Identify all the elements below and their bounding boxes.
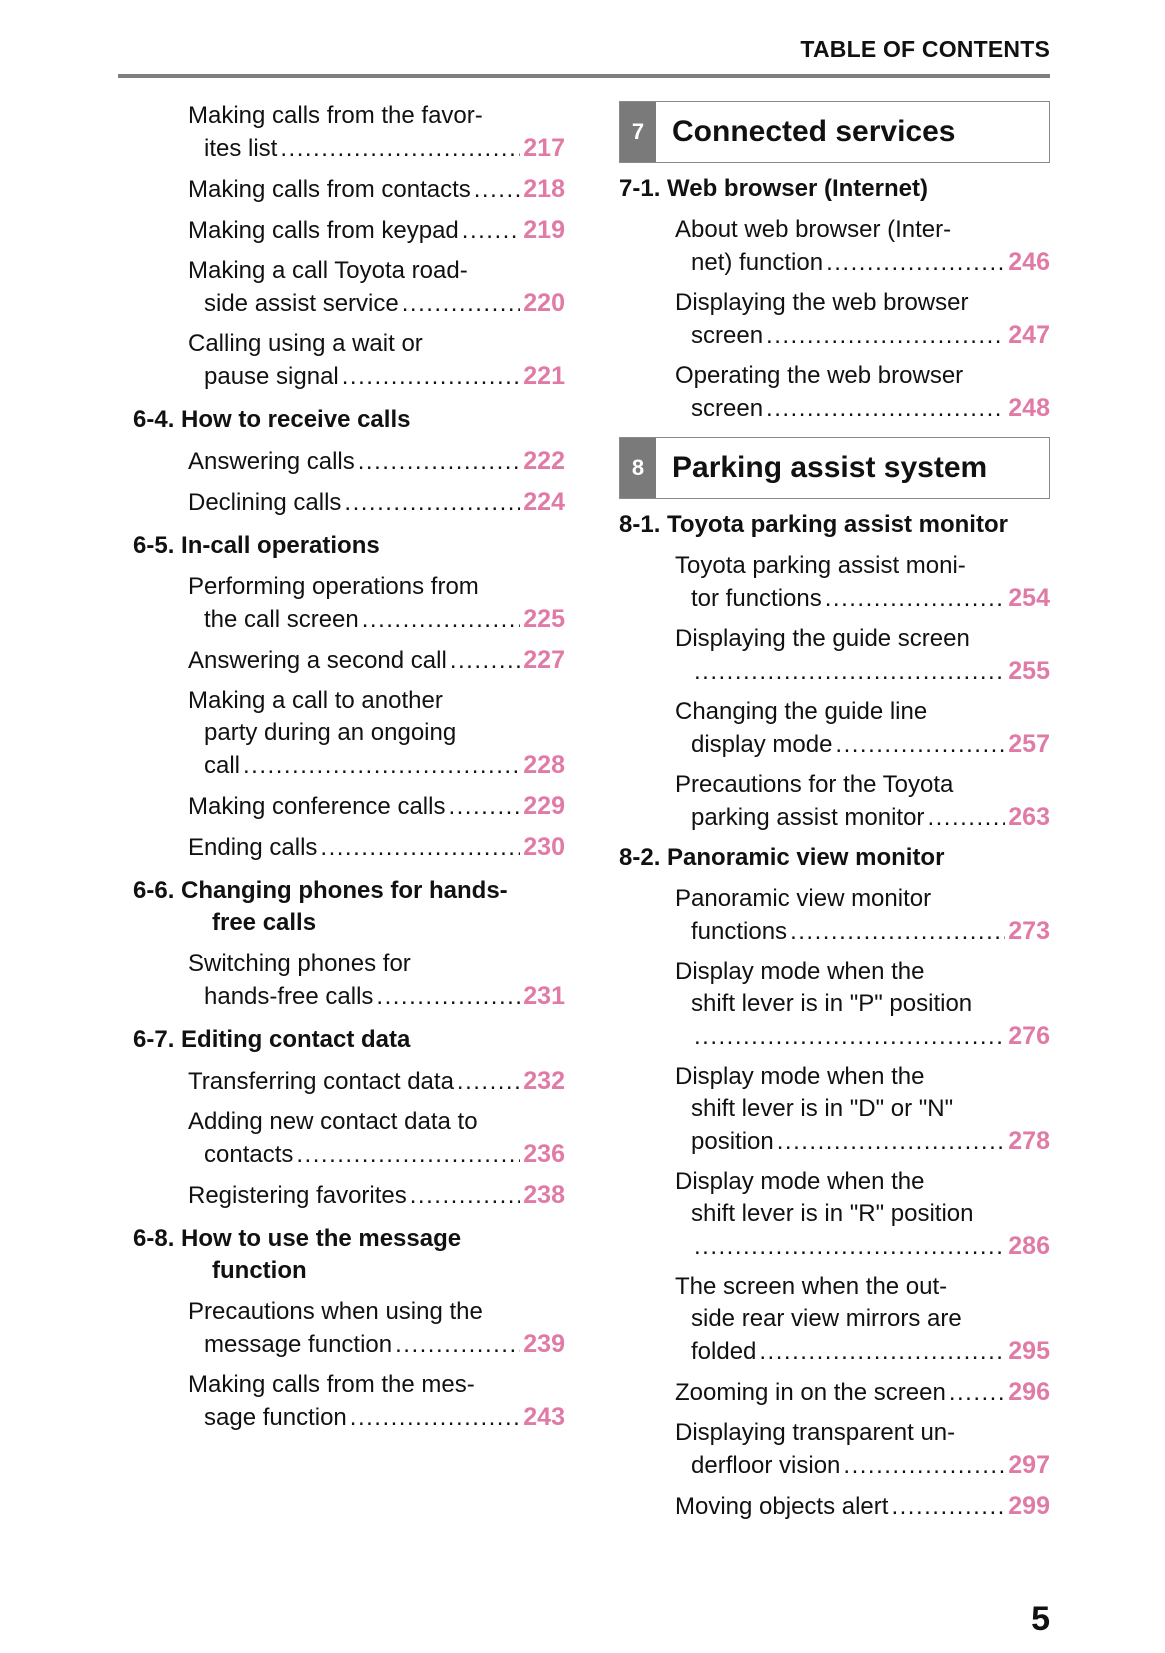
toc-entry[interactable]	[619, 214, 1050, 279]
toc-entry[interactable]	[619, 623, 1050, 688]
header-rule	[118, 74, 1050, 78]
dot-leader	[402, 288, 521, 320]
section-heading[interactable]	[619, 842, 1050, 874]
dot-leader	[694, 1021, 1005, 1053]
toc-entry-line	[188, 685, 565, 717]
toc-entry-text: screen	[691, 395, 764, 422]
toc-entry[interactable]	[619, 883, 1050, 948]
dot-leader	[766, 393, 1005, 425]
toc-entry-line	[188, 1328, 565, 1361]
toc-entry[interactable]	[133, 255, 565, 320]
dot-leader	[927, 802, 1005, 834]
section-heading[interactable]	[619, 173, 1050, 205]
dot-leader	[395, 1329, 520, 1361]
toc-entry-line	[188, 717, 565, 749]
toc-entry-line	[188, 1296, 565, 1328]
toc-entry-text: Answering calls	[188, 448, 355, 475]
toc-entry-line	[188, 287, 565, 320]
toc-entry-line	[188, 1106, 565, 1138]
dot-leader	[826, 247, 1005, 279]
dot-leader	[835, 729, 1005, 761]
toc-entry[interactable]	[619, 1271, 1050, 1368]
dot-leader	[891, 1491, 1005, 1523]
page-reference[interactable]: 222	[523, 447, 565, 475]
toc-entry-text: Precautions for the Toyota	[675, 771, 954, 798]
toc-entry-line	[675, 623, 1050, 655]
toc-entry-line	[675, 1376, 1050, 1409]
page-reference[interactable]: 239	[523, 1330, 565, 1358]
toc-entry-line	[675, 769, 1050, 801]
toc-entry[interactable]	[619, 696, 1050, 761]
dot-leader	[474, 174, 521, 206]
toc-entry-text: parking assist monitor	[691, 804, 925, 831]
chapter-header	[619, 101, 1050, 163]
left-column	[133, 100, 565, 1442]
toc-entry-line	[675, 392, 1050, 425]
toc-entry[interactable]	[619, 1376, 1050, 1409]
toc-entry-text: display mode	[691, 731, 833, 758]
toc-entry-line	[675, 1490, 1050, 1523]
toc-entry-line	[188, 1401, 565, 1434]
page-reference[interactable]: 228	[523, 751, 565, 779]
toc-entry[interactable]	[133, 328, 565, 393]
toc-entry-text: folded	[691, 1338, 757, 1365]
toc-entry-text: Displaying the guide screen	[675, 625, 970, 652]
toc-entry-line	[675, 1093, 1050, 1125]
page-reference[interactable]: 243	[523, 1403, 565, 1431]
toc-entry-line	[188, 948, 565, 980]
page-reference[interactable]: 231	[523, 982, 565, 1010]
toc-entry[interactable]	[133, 948, 565, 1013]
toc-entry-line	[675, 319, 1050, 352]
toc-entry-line	[188, 749, 565, 782]
page-reference[interactable]: 254	[1008, 584, 1050, 612]
toc-entry-line	[675, 883, 1050, 915]
toc-entry-line	[188, 571, 565, 603]
page-reference[interactable]: 218	[523, 175, 565, 203]
section-heading-text: free calls	[212, 909, 317, 936]
page-reference[interactable]: 247	[1008, 321, 1050, 349]
page-reference[interactable]: 276	[1008, 1022, 1050, 1050]
page-reference[interactable]: 227	[523, 646, 565, 674]
toc-entry-text: Display mode when the	[675, 1063, 925, 1090]
page-reference[interactable]: 220	[523, 289, 565, 317]
dot-leader	[790, 916, 1005, 948]
toc-entry-line	[675, 1125, 1050, 1158]
section-heading-text: 6-6. Changing phones for hands-	[133, 877, 508, 904]
toc-entry[interactable]	[133, 790, 565, 823]
section-heading[interactable]	[133, 1223, 565, 1287]
toc-entry-line	[675, 1271, 1050, 1303]
toc-entry-line	[188, 132, 565, 165]
toc-entry-line	[675, 582, 1050, 615]
page-reference[interactable]: 246	[1008, 248, 1050, 276]
toc-entry-line	[188, 486, 565, 519]
page-reference[interactable]: 229	[523, 792, 565, 820]
toc-entry-text: functions	[691, 918, 788, 945]
dot-leader	[448, 791, 520, 823]
dot-leader	[777, 1126, 1006, 1158]
page-reference[interactable]: 299	[1008, 1492, 1050, 1520]
section-heading[interactable]	[619, 509, 1050, 541]
toc-entry[interactable]	[133, 571, 565, 636]
toc-entry-line	[675, 1061, 1050, 1093]
toc-entry-line	[675, 1230, 1050, 1263]
toc-entry-text: Making calls from the mes-	[188, 1371, 475, 1398]
toc-entry[interactable]	[619, 1166, 1050, 1263]
dot-leader	[766, 320, 1005, 352]
toc-entry[interactable]	[133, 1296, 565, 1361]
toc-entry-line	[675, 801, 1050, 834]
section-heading[interactable]	[133, 875, 565, 939]
toc-entry-line	[188, 360, 565, 393]
right-column	[619, 101, 1050, 1531]
toc-entry-text: derfloor vision	[691, 1452, 841, 1479]
toc-entry[interactable]	[619, 1490, 1050, 1523]
toc-entry[interactable]	[133, 445, 565, 478]
toc-entry-line	[188, 980, 565, 1013]
dot-leader	[350, 1402, 521, 1434]
toc-entry-text: Zooming in on the screen	[675, 1379, 946, 1406]
toc-entry-text: Making calls from keypad	[188, 217, 459, 244]
page-reference[interactable]: 255	[1008, 657, 1050, 685]
toc-entry-line	[675, 1166, 1050, 1198]
toc-entry-line	[188, 1179, 565, 1212]
page-number: 5	[1031, 1600, 1050, 1638]
section-heading-text: 6-8. How to use the message	[133, 1225, 462, 1252]
dot-leader	[358, 446, 521, 478]
toc-entry-line	[188, 1138, 565, 1171]
page-reference[interactable]: 296	[1008, 1378, 1050, 1406]
toc-entry-text: About web browser (Inter-	[675, 216, 952, 243]
chapter-number: 8	[620, 438, 656, 498]
dot-leader	[362, 604, 521, 636]
toc-entry-line	[675, 696, 1050, 728]
toc-entry-text: side rear view mirrors are	[691, 1305, 962, 1332]
toc-entry-line	[675, 915, 1050, 948]
toc-entry[interactable]	[133, 214, 565, 247]
dot-leader	[462, 215, 521, 247]
toc-entry-text: Making calls from the favor-	[188, 102, 483, 129]
toc-entry-text: Answering a second call	[188, 647, 447, 674]
page-reference[interactable]: 221	[523, 362, 565, 390]
toc-entry-text: party during an ongoing	[204, 719, 457, 746]
toc-entry-line	[188, 255, 565, 287]
toc-entry[interactable]	[133, 685, 565, 782]
toc-entry-text: Precautions when using the	[188, 1298, 483, 1325]
toc-entry-line	[675, 1449, 1050, 1482]
toc-entry-text: screen	[691, 322, 764, 349]
toc-entry-line	[188, 831, 565, 864]
page-reference[interactable]: 263	[1008, 803, 1050, 831]
toc-entry[interactable]	[133, 1106, 565, 1171]
toc-entry[interactable]	[133, 1179, 565, 1212]
toc-entry[interactable]	[619, 769, 1050, 834]
toc-entry[interactable]	[619, 1061, 1050, 1158]
dot-leader	[450, 645, 520, 677]
dot-leader	[410, 1180, 521, 1212]
toc-entry[interactable]	[133, 173, 565, 206]
chapter-number: 7	[620, 102, 656, 162]
toc-entry-text: side assist service	[204, 290, 399, 317]
toc-entry-line	[188, 445, 565, 478]
toc-entry-text: Making a call to another	[188, 687, 443, 714]
toc-entry-line	[675, 214, 1050, 246]
header-title: TABLE OF CONTENTS	[800, 36, 1050, 62]
toc-entry-line	[675, 988, 1050, 1020]
dot-leader	[694, 656, 1005, 688]
toc-entry-text: Making calls from contacts	[188, 176, 471, 203]
toc-entry-line	[188, 100, 565, 132]
toc-entry[interactable]	[619, 287, 1050, 352]
toc-entry-text: message function	[204, 1331, 393, 1358]
toc-entry-text: Operating the web browser	[675, 362, 964, 389]
page-reference[interactable]: 225	[523, 605, 565, 633]
page-reference[interactable]: 224	[523, 488, 565, 516]
toc-entry-text: tor functions	[691, 585, 822, 612]
toc-entry-text: Declining calls	[188, 489, 342, 516]
toc-entry-text: Display mode when the	[675, 1168, 925, 1195]
page-reference[interactable]: 273	[1008, 917, 1050, 945]
toc-entry-line	[675, 287, 1050, 319]
page-reference[interactable]: 232	[523, 1067, 565, 1095]
page-reference[interactable]: 248	[1008, 394, 1050, 422]
toc-entry-text: Panoramic view monitor	[675, 885, 932, 912]
toc-entry-text: sage function	[204, 1404, 347, 1431]
toc-entry-text: The screen when the out-	[675, 1273, 948, 1300]
toc-entry-line	[675, 550, 1050, 582]
toc-entry[interactable]	[619, 360, 1050, 425]
toc-entry-text: Making conference calls	[188, 793, 446, 820]
dot-leader	[825, 583, 1006, 615]
section-heading-text: 6-7. Editing contact data	[133, 1026, 411, 1053]
toc-entry[interactable]	[133, 486, 565, 519]
toc-entry-text: hands-free calls	[204, 983, 374, 1010]
page-reference[interactable]: 230	[523, 833, 565, 861]
toc-entry-line	[675, 1335, 1050, 1368]
toc-entry-text: net) function	[691, 249, 824, 276]
toc-entry-text: call	[204, 752, 241, 779]
page-reference[interactable]: 295	[1008, 1337, 1050, 1365]
toc-entry-line	[188, 173, 565, 206]
toc-entry-text: shift lever is in "P" position	[691, 990, 973, 1017]
toc-entry-line	[675, 360, 1050, 392]
toc-entry-line	[675, 956, 1050, 988]
page-reference[interactable]: 286	[1008, 1232, 1050, 1260]
toc-entry-text: Display mode when the	[675, 958, 925, 985]
dot-leader	[694, 1231, 1005, 1263]
toc-entry-text: pause signal	[204, 363, 339, 390]
section-heading[interactable]	[133, 1024, 565, 1056]
section-heading[interactable]	[133, 404, 565, 436]
page-reference[interactable]: 297	[1008, 1451, 1050, 1479]
toc-entry-text: Moving objects alert	[675, 1493, 889, 1520]
toc-entry[interactable]	[619, 1417, 1050, 1482]
toc-entry-line	[675, 728, 1050, 761]
dot-leader	[243, 750, 520, 782]
section-heading-text: 8-2. Panoramic view monitor	[619, 844, 945, 871]
dot-leader	[296, 1139, 520, 1171]
toc-entry-text: shift lever is in "D" or "N"	[691, 1095, 954, 1122]
section-heading-text: 8-1. Toyota parking assist monitor	[619, 511, 1008, 538]
toc-entry[interactable]	[133, 1369, 565, 1434]
toc-entry-line	[675, 1417, 1050, 1449]
toc-entry-text: Making a call Toyota road-	[188, 257, 468, 284]
toc-entry-line	[675, 1303, 1050, 1335]
toc-entry-text: Calling using a wait or	[188, 330, 423, 357]
page-reference[interactable]: 236	[523, 1140, 565, 1168]
toc-entry-text: ites list	[204, 135, 278, 162]
chapter-title: Parking assist system	[672, 451, 988, 484]
toc-entry-text: Changing the guide line	[675, 698, 928, 725]
toc-entry-line	[675, 246, 1050, 279]
toc-entry-line	[188, 214, 565, 247]
dot-leader	[949, 1377, 1005, 1409]
section-heading-text: 7-1. Web browser (Internet)	[619, 175, 928, 202]
toc-entry-text: Performing operations from	[188, 573, 479, 600]
toc-entry-line	[188, 1369, 565, 1401]
page-reference[interactable]: 238	[523, 1181, 565, 1209]
toc-entry[interactable]	[133, 100, 565, 165]
toc-entry-text: shift lever is in "R" position	[691, 1200, 974, 1227]
page-reference[interactable]: 217	[523, 134, 565, 162]
toc-entry-line	[188, 603, 565, 636]
page-reference[interactable]: 219	[523, 216, 565, 244]
toc-entry[interactable]	[619, 550, 1050, 615]
toc-entry-line	[675, 1020, 1050, 1053]
toc-entry-text: Toyota parking assist moni-	[675, 552, 966, 579]
toc-entry-text: Switching phones for	[188, 950, 411, 977]
dot-leader	[376, 981, 520, 1013]
toc-entry-text: Adding new contact data to	[188, 1108, 478, 1135]
toc-entry-line	[188, 1065, 565, 1098]
toc-entry[interactable]	[133, 644, 565, 677]
dot-leader	[280, 133, 520, 165]
dot-leader	[457, 1066, 520, 1098]
toc-entry-text: the call screen	[204, 606, 359, 633]
dot-leader	[320, 832, 520, 864]
toc-entry-line	[188, 328, 565, 360]
toc-entry[interactable]	[619, 956, 1050, 1053]
toc-entry-text: Registering favorites	[188, 1182, 407, 1209]
dot-leader	[843, 1450, 1005, 1482]
toc-entry-line	[188, 790, 565, 823]
toc-entry[interactable]	[133, 1065, 565, 1098]
section-heading[interactable]	[133, 530, 565, 562]
toc-entry-text: Ending calls	[188, 834, 318, 861]
dot-leader	[759, 1336, 1005, 1368]
toc-entry-text: Displaying transparent un-	[675, 1419, 956, 1446]
chapter-title: Connected services	[672, 115, 956, 148]
section-heading-text: function	[212, 1257, 307, 1284]
toc-entry-text: position	[691, 1128, 774, 1155]
toc-entry[interactable]	[133, 831, 565, 864]
toc-entry-text: contacts	[204, 1141, 294, 1168]
chapter-header	[619, 437, 1050, 499]
toc-entry-text: Transferring contact data	[188, 1068, 454, 1095]
toc-entry-line	[675, 1198, 1050, 1230]
dot-leader	[344, 487, 520, 519]
toc-entry-text: Displaying the web browser	[675, 289, 969, 316]
section-heading-text: 6-5. In-call operations	[133, 532, 380, 559]
section-heading-text: 6-4. How to receive calls	[133, 406, 411, 433]
page-reference[interactable]: 257	[1008, 730, 1050, 758]
toc-entry-line	[675, 655, 1050, 688]
toc-entry-line	[188, 644, 565, 677]
dot-leader	[342, 361, 521, 393]
page-reference[interactable]: 278	[1008, 1127, 1050, 1155]
